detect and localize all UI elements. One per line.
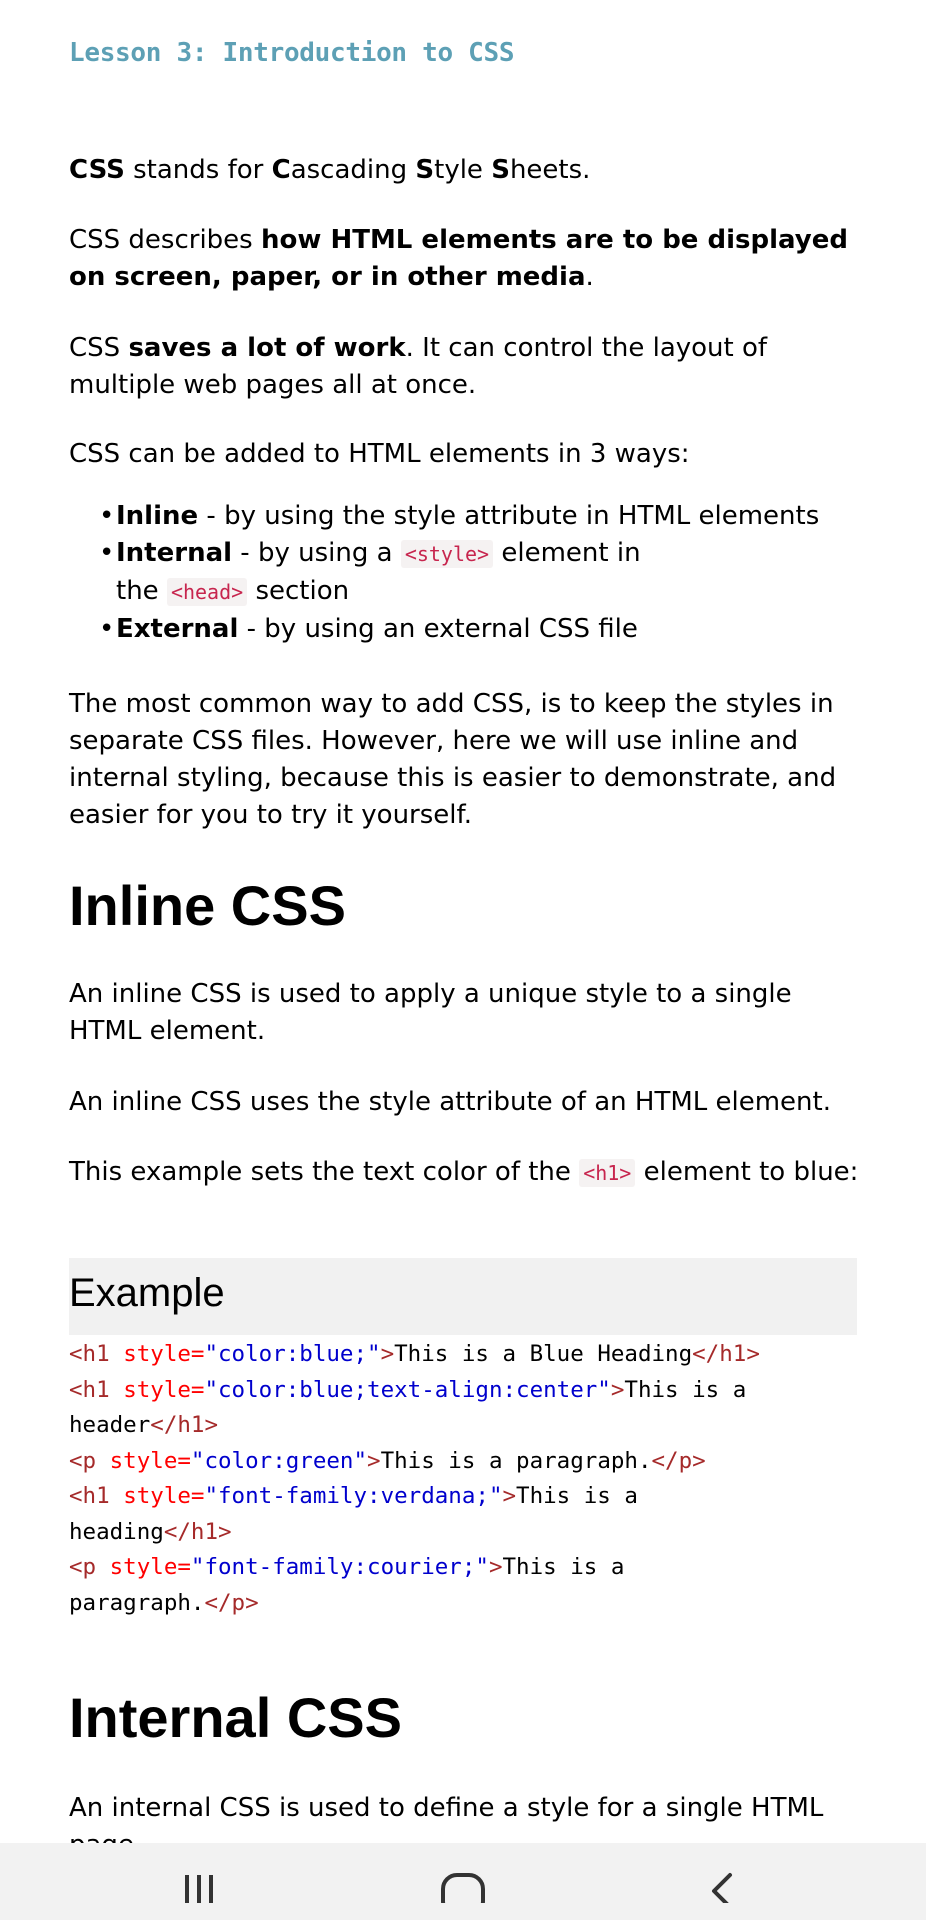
inline-code: <style>	[401, 540, 493, 568]
code-tag: <h1	[69, 1483, 110, 1509]
code-text: This is a	[624, 1376, 747, 1403]
code-attr: style=	[123, 1483, 205, 1509]
code-tag: <h1	[69, 1376, 110, 1403]
bold-text: how HTML elements are to be displayed on screen, paper, or in other media	[69, 225, 848, 292]
home-glyph	[440, 1871, 486, 1903]
intro-paragraph-2	[69, 222, 859, 296]
intro-paragraph-4: CSS can be added to HTML elements in 3 ways:	[69, 439, 690, 469]
code-attr: style=	[109, 1447, 191, 1474]
way-desc: - by using the style attribute in HTML elements	[198, 501, 820, 531]
code-value: "color:green"	[190, 1447, 368, 1474]
intro-paragraph-5: The most common way to add CSS, is to keep the styles in separate CSS files. However, here we will use inline and internal styling, because this is easier to demonstrate, and easier for you to try it yourself.	[69, 689, 837, 830]
code-example	[69, 1337, 859, 1621]
internal-css-heading: Internal CSS	[69, 1686, 402, 1749]
code-tag: >	[380, 1341, 395, 1367]
way-name: Internal	[116, 538, 233, 568]
code-text: header	[69, 1412, 151, 1438]
text: stands for	[124, 155, 272, 185]
way-desc: - by using a	[232, 538, 401, 568]
intro-paragraph-3	[69, 330, 859, 404]
inline-paragraph-2: An inline CSS uses the style attribute of an HTML element.	[69, 1087, 831, 1117]
inline-code: <h1>	[579, 1159, 635, 1187]
inline-paragraph-1: An inline CSS is used to apply a unique style to a single HTML element.	[69, 979, 792, 1046]
code-text: heading	[69, 1518, 164, 1545]
code-tag: <p	[69, 1554, 97, 1580]
text: CSS	[69, 333, 129, 363]
code-tag: >	[367, 1447, 381, 1474]
code-value: "font-family:courier;"	[190, 1554, 489, 1580]
back-icon[interactable]	[706, 1871, 736, 1907]
list-item	[99, 611, 859, 648]
code-value: "color:blue;"	[204, 1341, 381, 1367]
code-tag: >	[502, 1483, 517, 1509]
text: element to blue:	[635, 1157, 859, 1187]
code-text: paragraph.	[69, 1589, 205, 1616]
example-label: Example	[69, 1271, 225, 1315]
text: heets.	[509, 155, 591, 185]
bullet: •	[99, 538, 115, 568]
way-name: Inline	[116, 501, 199, 531]
css-abbrev: CSS	[69, 155, 125, 185]
letter-c: C	[271, 155, 291, 185]
code-text: This is a Blue Heading	[394, 1341, 693, 1367]
css-ways-list	[99, 498, 859, 648]
way-name: External	[116, 614, 239, 644]
way-desc: section	[247, 576, 350, 606]
text: tyle	[434, 155, 492, 185]
recent-apps-glyph	[183, 1871, 223, 1903]
text: This example sets the text color of the	[69, 1157, 580, 1187]
bullet: •	[99, 614, 115, 644]
text: . It can control the layout of multiple web pages all at once.	[69, 333, 768, 400]
inline-code: <head>	[167, 578, 247, 606]
bold-text: saves a lot of work	[128, 333, 406, 363]
code-tag: <p	[69, 1447, 97, 1474]
letter-s: S	[491, 155, 510, 185]
recent-apps-icon[interactable]	[183, 1871, 223, 1907]
text: .	[585, 262, 594, 292]
system-navigation-bar	[0, 1843, 926, 1920]
code-text: This is a paragraph.	[380, 1447, 652, 1474]
back-glyph	[706, 1871, 736, 1903]
inline-css-heading: Inline CSS	[69, 874, 346, 937]
code-value: "color:blue;text-align:center"	[204, 1376, 611, 1403]
code-attr: style=	[123, 1341, 205, 1367]
inline-paragraph-3	[69, 1154, 859, 1192]
bullet: •	[99, 501, 115, 531]
text: CSS describes	[69, 225, 261, 255]
text: ascading	[290, 155, 416, 185]
home-icon[interactable]	[440, 1871, 486, 1907]
list-item	[99, 535, 859, 611]
way-desc: element in the	[116, 538, 641, 606]
code-attr: style=	[123, 1376, 205, 1403]
code-tag: </h1>	[163, 1518, 232, 1545]
code-tag: >	[488, 1554, 503, 1580]
list-item	[99, 498, 859, 535]
example-header	[69, 1258, 857, 1335]
code-tag: </p>	[651, 1447, 706, 1474]
code-value: "font-family:verdana;"	[204, 1483, 503, 1509]
code-tag: >	[610, 1376, 625, 1403]
code-tag: <h1	[69, 1341, 110, 1367]
code-text: This is a	[516, 1483, 638, 1509]
internal-paragraph-1: An internal CSS is used to define a style for a single HTML	[69, 1793, 824, 1823]
code-text: This is a	[502, 1554, 625, 1580]
code-tag: </h1>	[150, 1412, 219, 1438]
code-attr: style=	[109, 1554, 191, 1580]
lesson-title: Lesson 3: Introduction to CSS	[69, 38, 515, 68]
way-desc: - by using an external CSS file	[238, 614, 638, 644]
intro-paragraph-1	[69, 152, 859, 189]
code-tag: </h1>	[692, 1341, 760, 1367]
letter-s: S	[415, 155, 435, 185]
code-tag: </p>	[204, 1589, 259, 1616]
